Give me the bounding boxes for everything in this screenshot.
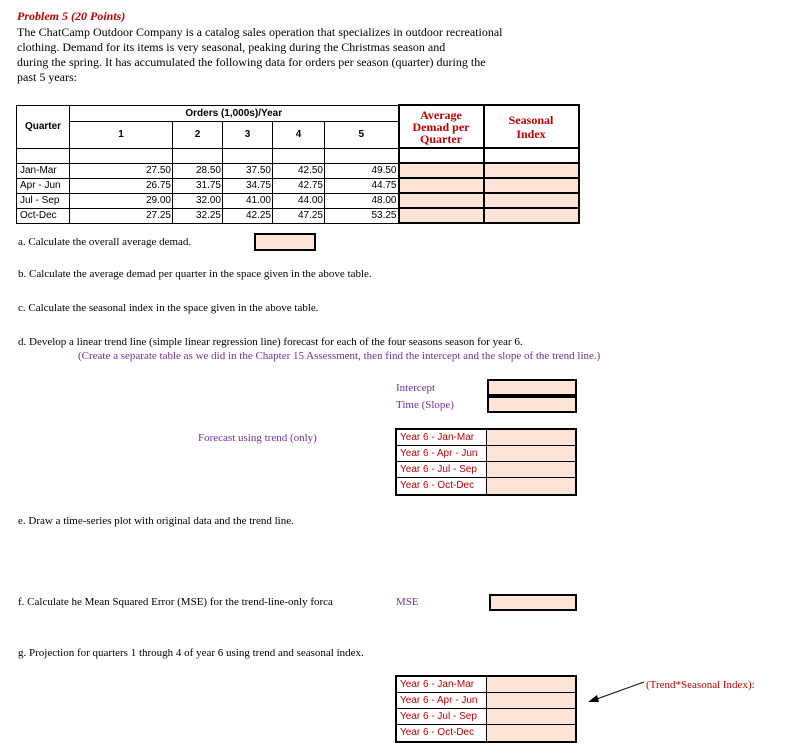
- order-value: 32.00: [173, 193, 223, 208]
- trend-forecast-input[interactable]: [487, 446, 575, 461]
- order-value: 42.25: [223, 208, 273, 223]
- intro-line-3: during the spring. It has accumulated the following data for orders per season (quarter) during the: [17, 55, 486, 69]
- seasonal-index-header-line-2: Index: [516, 126, 546, 141]
- seasonal-index-header-line-1: Seasonal: [508, 112, 554, 127]
- seasonal-forecast-table: [395, 675, 577, 743]
- intro-line-1: The ChatCamp Outdoor Company is a catalog sales operation that specializes in outdoor recreational: [17, 25, 503, 39]
- quarter-label: Oct-Dec: [17, 208, 70, 223]
- intro-line-2: clothing. Demand for its items is very seasonal, peaking during the Christmas season and: [17, 40, 446, 54]
- arrow-left-icon: [584, 680, 646, 706]
- question-c: c. Calculate the seasonal index in the space given in the above table.: [18, 302, 319, 314]
- intercept-label: Intercept: [396, 382, 436, 394]
- question-a: a. Calculate the overall average demad.: [18, 236, 192, 248]
- year6-label: Year 6 - Jul - Sep: [397, 709, 487, 724]
- order-value: 49.50: [325, 163, 399, 178]
- question-d-note: (Create a separate table as we did in the Chapter 15 Assessment, then find the intercept and the slope of the trend line.): [78, 350, 601, 362]
- order-value: 27.50: [70, 163, 173, 178]
- year6-label: Year 6 - Apr - Jun: [397, 446, 487, 461]
- slope-input[interactable]: [487, 396, 577, 413]
- table-row: [397, 725, 575, 741]
- trend-forecast-input[interactable]: [487, 430, 575, 445]
- average-header-line-2: Demad per: [412, 119, 470, 134]
- seasonal-forecast-input[interactable]: [487, 693, 575, 708]
- quarter-label: Jul - Sep: [17, 193, 70, 208]
- question-g: g. Projection for quarters 1 through 4 of year 6 using trend and seasonal index.: [18, 647, 364, 659]
- table-row: [17, 178, 579, 193]
- order-value: 34.75: [223, 178, 273, 193]
- year-header: 3: [223, 121, 273, 148]
- average-header: [399, 105, 484, 148]
- year6-label: Year 6 - Oct-Dec: [397, 725, 487, 741]
- forecast-label: Forecast using trend (only): [198, 432, 317, 444]
- quarter-label: Jan-Mar: [17, 163, 70, 178]
- orders-table: [16, 104, 580, 224]
- table-row: [397, 677, 575, 693]
- slope-label: Time (Slope): [396, 399, 454, 411]
- intro-line-4: past 5 years:: [17, 70, 77, 84]
- quarter-label: Apr - Jun: [17, 178, 70, 193]
- seasonal-index-input[interactable]: [484, 178, 579, 193]
- trend-forecast-input[interactable]: [487, 478, 575, 494]
- trend-forecast-input[interactable]: [487, 462, 575, 477]
- table-row: [397, 478, 575, 494]
- year-header: 5: [325, 121, 399, 148]
- seasonal-index-input[interactable]: [484, 208, 579, 223]
- quarter-header: Quarter: [17, 105, 70, 148]
- order-value: 42.50: [273, 163, 325, 178]
- table-row: [397, 446, 575, 462]
- mse-label: MSE: [396, 596, 419, 608]
- table-row: [17, 208, 579, 223]
- order-value: 29.00: [70, 193, 173, 208]
- order-value: 44.75: [325, 178, 399, 193]
- order-value: 48.00: [325, 193, 399, 208]
- overall-average-input[interactable]: [254, 233, 316, 251]
- year-header: 4: [273, 121, 325, 148]
- table-row: [397, 430, 575, 446]
- order-value: 32.25: [173, 208, 223, 223]
- order-value: 26.75: [70, 178, 173, 193]
- intercept-input[interactable]: [487, 379, 577, 396]
- order-value: 28.50: [173, 163, 223, 178]
- order-value: 37.50: [223, 163, 273, 178]
- year6-label: Year 6 - Oct-Dec: [397, 478, 487, 494]
- table-row: [17, 163, 579, 178]
- average-input[interactable]: [399, 163, 484, 178]
- average-input[interactable]: [399, 178, 484, 193]
- table-row: [17, 193, 579, 208]
- seasonal-index-input[interactable]: [484, 193, 579, 208]
- trend-seasonal-note: (Trend*Seasonal Index):: [646, 679, 755, 691]
- seasonal-forecast-input[interactable]: [487, 725, 575, 741]
- order-value: 44.00: [273, 193, 325, 208]
- average-header-line-3: Quarter: [420, 131, 462, 146]
- question-d: d. Develop a linear trend line (simple linear regression line) forecast for each of the four seasons season for year 6.: [18, 336, 523, 348]
- orders-header: Orders (1,000s)/Year: [70, 105, 399, 121]
- table-row: [397, 709, 575, 725]
- year6-label: Year 6 - Jan-Mar: [397, 430, 487, 445]
- order-value: 42.75: [273, 178, 325, 193]
- order-value: 53.25: [325, 208, 399, 223]
- question-e: e. Draw a time-series plot with original data and the trend line.: [18, 515, 294, 527]
- year6-label: Year 6 - Jul - Sep: [397, 462, 487, 477]
- average-header-line-1: Average: [420, 107, 462, 122]
- seasonal-forecast-input[interactable]: [487, 709, 575, 724]
- seasonal-index-input[interactable]: [484, 163, 579, 178]
- question-b: b. Calculate the average demad per quarter in the space given in the above table.: [18, 268, 372, 280]
- year-header: 1: [70, 121, 173, 148]
- seasonal-forecast-input[interactable]: [487, 677, 575, 692]
- order-value: 41.00: [223, 193, 273, 208]
- seasonal-index-header: [484, 105, 579, 148]
- problem-title: Problem 5 (20 Points): [17, 9, 126, 23]
- order-value: 27.25: [70, 208, 173, 223]
- year6-label: Year 6 - Apr - Jun: [397, 693, 487, 708]
- order-value: 47.25: [273, 208, 325, 223]
- trend-forecast-table: [395, 428, 577, 496]
- question-f: f. Calculate he Mean Squared Error (MSE) for the trend-line-only forca: [18, 596, 333, 608]
- average-input[interactable]: [399, 193, 484, 208]
- table-row: [397, 693, 575, 709]
- average-input[interactable]: [399, 208, 484, 223]
- year6-label: Year 6 - Jan-Mar: [397, 677, 487, 692]
- mse-input[interactable]: [489, 594, 577, 611]
- year-header: 2: [173, 121, 223, 148]
- table-row: [397, 462, 575, 478]
- order-value: 31.75: [173, 178, 223, 193]
